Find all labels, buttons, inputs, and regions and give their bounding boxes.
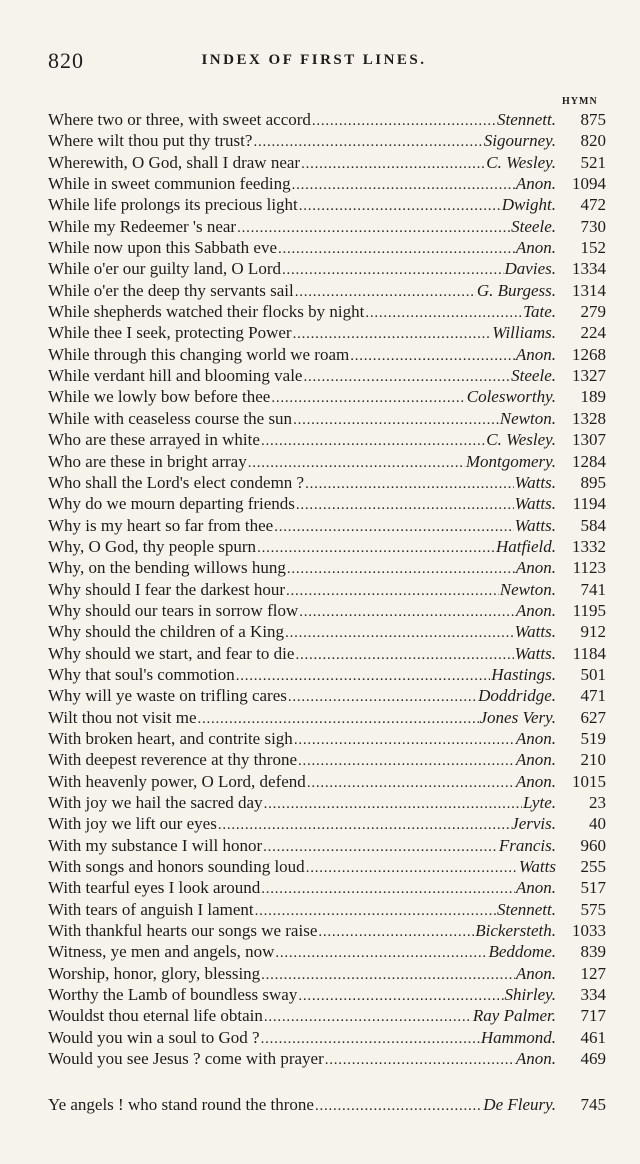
index-entry bbox=[48, 963, 606, 984]
hymn-number: 1327 bbox=[572, 366, 606, 386]
index-entry bbox=[48, 707, 606, 728]
index-entry bbox=[48, 899, 606, 920]
hymn-number: 255 bbox=[580, 857, 606, 877]
dot-leader bbox=[350, 346, 515, 367]
dot-leader bbox=[274, 517, 513, 538]
index-entry bbox=[48, 579, 606, 600]
first-line: Ye angels ! who stand round the throne bbox=[48, 1095, 314, 1114]
index-entry bbox=[48, 1005, 606, 1026]
hymn-number: 279 bbox=[580, 302, 606, 322]
dot-leader bbox=[264, 1007, 472, 1028]
author: C. Wesley. bbox=[486, 430, 556, 450]
dot-leader bbox=[271, 388, 465, 409]
hymn-number: 1094 bbox=[572, 174, 606, 194]
first-line: Wilt thou not visit me bbox=[48, 707, 197, 727]
first-line: Who shall the Lord's elect condemn ? bbox=[48, 472, 305, 492]
dot-leader bbox=[292, 175, 515, 196]
author: Francis. bbox=[498, 835, 556, 855]
index-entry bbox=[48, 130, 606, 151]
index-entry bbox=[48, 749, 606, 770]
hymn-number: 1194 bbox=[572, 494, 606, 514]
dot-leader bbox=[198, 709, 479, 730]
first-line: Where wilt thou put thy trust? bbox=[48, 131, 253, 151]
index-entry bbox=[48, 408, 606, 429]
separate-index-entry bbox=[48, 1094, 606, 1115]
first-line: With joy we hail the sacred day bbox=[48, 793, 263, 812]
hymn-number: 152 bbox=[580, 238, 606, 258]
dot-leader bbox=[218, 815, 510, 836]
first-line: While in sweet communion feeding bbox=[48, 174, 291, 194]
index-entry bbox=[48, 792, 606, 813]
first-line: While verdant hill and blooming vale bbox=[48, 366, 303, 386]
author: Davies. bbox=[504, 259, 556, 279]
dot-leader bbox=[286, 581, 499, 602]
hymn-number: 1033 bbox=[572, 921, 606, 941]
hymn-number: 1123 bbox=[572, 558, 606, 578]
author: Williams. bbox=[492, 323, 556, 343]
hymn-number: 730 bbox=[580, 216, 606, 236]
author: Tate. bbox=[523, 302, 556, 322]
hymn-number: 23 bbox=[589, 793, 606, 812]
index-entry bbox=[48, 322, 606, 343]
hymn-number: 839 bbox=[580, 942, 606, 962]
dot-leader bbox=[293, 410, 499, 431]
author: Stennett. bbox=[496, 110, 556, 129]
index-entry bbox=[48, 472, 606, 493]
author: Steele. bbox=[511, 366, 556, 386]
hymn-number: 519 bbox=[580, 728, 606, 748]
author: Bickersteth. bbox=[475, 921, 556, 941]
index-entry bbox=[48, 621, 606, 642]
index-entry bbox=[48, 216, 606, 237]
hymn-number: 517 bbox=[580, 878, 606, 898]
first-line: Why, O God, thy people spurn bbox=[48, 536, 257, 556]
first-line: Witness, ye men and angels, now bbox=[48, 942, 275, 962]
first-line: While o'er the deep thy servants sail bbox=[48, 280, 294, 300]
index-entry bbox=[48, 557, 606, 578]
first-line: While with ceaseless course the sun bbox=[48, 408, 293, 428]
dot-leader bbox=[264, 794, 522, 815]
hymn-number: 1314 bbox=[572, 280, 606, 300]
hymn-number: 575 bbox=[580, 899, 606, 919]
author: Hastings. bbox=[491, 664, 556, 684]
author: Watts. bbox=[514, 515, 556, 535]
index-entry bbox=[48, 813, 606, 834]
first-line: Would you win a soul to God ? bbox=[48, 1027, 260, 1047]
author: Montgomery. bbox=[465, 451, 556, 471]
hymn-number: 960 bbox=[580, 835, 606, 855]
hymn-number: 1334 bbox=[572, 259, 606, 279]
author: Newton. bbox=[499, 408, 556, 428]
hymn-number: 1307 bbox=[572, 430, 606, 450]
author: Hammond. bbox=[480, 1027, 556, 1047]
author: Watts. bbox=[514, 643, 556, 663]
index-entry bbox=[48, 280, 606, 301]
author: G. Burgess. bbox=[476, 280, 556, 300]
author: Shirley. bbox=[504, 985, 556, 1005]
dot-leader bbox=[288, 687, 477, 708]
author: Anon. bbox=[515, 771, 556, 791]
page-header bbox=[48, 48, 580, 74]
first-line: With thankful hearts our songs we raise bbox=[48, 921, 318, 941]
author: Anon. bbox=[515, 174, 556, 194]
first-line: While o'er our guilty land, O Lord bbox=[48, 259, 281, 279]
hymn-number: 745 bbox=[580, 1095, 606, 1114]
index-entry bbox=[48, 685, 606, 706]
author: Watts. bbox=[514, 494, 556, 514]
dot-leader bbox=[237, 218, 510, 239]
first-line: Why is my heart so far from thee bbox=[48, 515, 274, 535]
hymn-number: 1015 bbox=[572, 771, 606, 791]
author: Watts bbox=[518, 857, 556, 877]
first-line: Why should we start, and fear to die bbox=[48, 643, 295, 663]
hymn-number: 627 bbox=[580, 707, 606, 727]
first-line: With joy we lift our eyes bbox=[48, 814, 217, 834]
hymn-number: 334 bbox=[580, 985, 606, 1005]
first-line: With tearful eyes I look around bbox=[48, 878, 261, 898]
author: Hatfield. bbox=[496, 536, 556, 556]
dot-leader bbox=[261, 431, 485, 452]
hymn-number: 1195 bbox=[572, 600, 606, 620]
author: Watts. bbox=[514, 472, 556, 492]
page-number: 820 bbox=[48, 48, 84, 73]
hymn-number: 717 bbox=[580, 1006, 606, 1026]
dot-leader bbox=[312, 111, 496, 132]
hymn-number: 189 bbox=[580, 387, 606, 407]
author: Ray Palmer. bbox=[472, 1006, 556, 1026]
hymn-number: 40 bbox=[589, 814, 606, 834]
index-entry bbox=[48, 301, 606, 322]
index-entry bbox=[48, 1048, 606, 1069]
first-line: Worthy the Lamb of boundless sway bbox=[48, 985, 298, 1005]
first-line: With songs and honors sounding loud bbox=[48, 857, 305, 877]
index-entry bbox=[48, 877, 606, 898]
hymn-number: 469 bbox=[580, 1049, 606, 1069]
index-entry bbox=[48, 600, 606, 621]
first-line: While my Redeemer 's near bbox=[48, 216, 237, 236]
dot-leader bbox=[299, 602, 515, 623]
first-line: While through this changing world we roam bbox=[48, 344, 350, 364]
first-line: Why will ye waste on trifling cares bbox=[48, 686, 287, 706]
first-line: Why should the children of a King bbox=[48, 622, 285, 642]
index-entry bbox=[48, 493, 606, 514]
first-lines-index bbox=[48, 109, 606, 1069]
index-entry bbox=[48, 856, 606, 877]
dot-leader bbox=[298, 751, 515, 772]
index-entry bbox=[48, 920, 606, 941]
hymn-column-label: HYMN bbox=[562, 96, 598, 107]
hymn-number: 820 bbox=[580, 131, 606, 151]
author: Lyte. bbox=[522, 793, 556, 812]
index-entry bbox=[48, 237, 606, 258]
hymn-number: 1268 bbox=[572, 344, 606, 364]
dot-leader bbox=[275, 943, 487, 964]
dot-leader bbox=[287, 559, 515, 580]
dot-leader bbox=[307, 773, 515, 794]
author: Anon. bbox=[515, 558, 556, 578]
hymn-number: 472 bbox=[580, 195, 606, 215]
hymn-number: 521 bbox=[580, 152, 606, 172]
dot-leader bbox=[315, 1096, 482, 1117]
first-line: While thee I seek, protecting Power bbox=[48, 323, 292, 343]
author: Colesworthy. bbox=[466, 387, 556, 407]
first-line: With tears of anguish I lament bbox=[48, 899, 254, 919]
index-entry bbox=[48, 941, 606, 962]
hymn-number: 1284 bbox=[572, 451, 606, 471]
first-line: Worship, honor, glory, blessing bbox=[48, 963, 261, 983]
first-line: Why should I fear the darkest hour bbox=[48, 579, 285, 599]
dot-leader bbox=[261, 879, 515, 900]
dot-leader bbox=[299, 196, 501, 217]
dot-leader bbox=[278, 239, 515, 260]
dot-leader bbox=[261, 965, 515, 986]
index-entry bbox=[48, 835, 606, 856]
hymn-number: 210 bbox=[580, 750, 606, 770]
first-line: Why should our tears in sorrow flow bbox=[48, 600, 299, 620]
index-entry bbox=[48, 109, 606, 130]
hymn-number: 912 bbox=[580, 622, 606, 642]
first-line: Wouldst thou eternal life obtain bbox=[48, 1006, 263, 1026]
dot-leader bbox=[285, 623, 514, 644]
author: Anon. bbox=[515, 344, 556, 364]
index-entry bbox=[48, 1094, 606, 1115]
dot-leader bbox=[305, 474, 513, 495]
dot-leader bbox=[295, 282, 476, 303]
first-line: While now upon this Sabbath eve bbox=[48, 238, 277, 258]
hymn-number: 471 bbox=[580, 686, 606, 706]
dot-leader bbox=[303, 367, 510, 388]
dot-leader bbox=[257, 538, 495, 559]
first-line: With heavenly power, O Lord, defend bbox=[48, 771, 306, 791]
author: Sigourney. bbox=[483, 131, 556, 151]
author: Dwight. bbox=[501, 195, 556, 215]
index-entry bbox=[48, 152, 606, 173]
hymn-number: 224 bbox=[580, 323, 606, 343]
author: Anon. bbox=[515, 600, 556, 620]
running-title: INDEX OF FIRST LINES. bbox=[201, 52, 427, 68]
hymn-number: 1328 bbox=[572, 408, 606, 428]
first-line: With broken heart, and contrite sigh bbox=[48, 728, 293, 748]
first-line: While life prolongs its precious light bbox=[48, 195, 298, 215]
hymn-number: 1184 bbox=[572, 643, 606, 663]
first-line: While shepherds watched their flocks by night bbox=[48, 302, 365, 322]
first-line: While we lowly bow before thee bbox=[48, 387, 271, 407]
dot-leader bbox=[248, 453, 465, 474]
dot-leader bbox=[293, 324, 492, 345]
index-entry bbox=[48, 365, 606, 386]
author: De Fleury. bbox=[483, 1095, 556, 1114]
index-entry bbox=[48, 344, 606, 365]
dot-leader bbox=[295, 645, 513, 666]
author: Jones Very. bbox=[479, 707, 556, 727]
hymn-number: 741 bbox=[580, 579, 606, 599]
index-entry bbox=[48, 258, 606, 279]
index-entry bbox=[48, 451, 606, 472]
dot-leader bbox=[263, 837, 498, 858]
first-line: Why, on the bending willows hung bbox=[48, 558, 286, 578]
index-entry bbox=[48, 536, 606, 557]
dot-leader bbox=[325, 1050, 515, 1071]
dot-leader bbox=[236, 666, 491, 687]
author: Anon. bbox=[515, 1049, 556, 1069]
author: Beddome. bbox=[488, 942, 556, 962]
first-line: Who are these in bright array bbox=[48, 451, 247, 471]
first-line: Why do we mourn departing friends bbox=[48, 494, 295, 514]
hymn-number: 895 bbox=[580, 472, 606, 492]
author: Newton. bbox=[499, 579, 556, 599]
index-entry bbox=[48, 664, 606, 685]
author: Stennett. bbox=[496, 899, 556, 919]
dot-leader bbox=[306, 858, 518, 879]
hymn-number: 1332 bbox=[572, 536, 606, 556]
index-entry bbox=[48, 194, 606, 215]
author: Anon. bbox=[515, 878, 556, 898]
first-line: Wherewith, O God, shall I draw near bbox=[48, 152, 301, 172]
author: C. Wesley. bbox=[486, 152, 556, 172]
index-entry bbox=[48, 515, 606, 536]
author: Anon. bbox=[515, 728, 556, 748]
index-entry bbox=[48, 1027, 606, 1048]
first-line: Would you see Jesus ? come with prayer bbox=[48, 1049, 324, 1069]
hymn-number: 875 bbox=[580, 110, 606, 129]
author: Doddridge. bbox=[478, 686, 556, 706]
author: Anon. bbox=[515, 238, 556, 258]
hymn-number: 501 bbox=[580, 664, 606, 684]
author: Jervis. bbox=[511, 814, 556, 834]
index-entry bbox=[48, 173, 606, 194]
dot-leader bbox=[301, 154, 485, 175]
hymn-number: 127 bbox=[580, 963, 606, 983]
dot-leader bbox=[296, 495, 514, 516]
dot-leader bbox=[298, 986, 503, 1007]
first-line: Why that soul's commotion bbox=[48, 664, 235, 684]
index-entry bbox=[48, 429, 606, 450]
dot-leader bbox=[261, 1029, 480, 1050]
hymn-number: 584 bbox=[580, 515, 606, 535]
index-entry bbox=[48, 984, 606, 1005]
index-entry bbox=[48, 643, 606, 664]
dot-leader bbox=[294, 730, 515, 751]
author: Watts. bbox=[514, 622, 556, 642]
dot-leader bbox=[365, 303, 522, 324]
hymn-number: 461 bbox=[580, 1027, 606, 1047]
first-line: Who are these arrayed in white bbox=[48, 430, 260, 450]
index-entry bbox=[48, 386, 606, 407]
index-entry bbox=[48, 728, 606, 749]
author: Anon. bbox=[515, 963, 556, 983]
first-line: With my substance I will honor bbox=[48, 835, 263, 855]
author: Anon. bbox=[515, 750, 556, 770]
dot-leader bbox=[282, 260, 504, 281]
dot-leader bbox=[318, 922, 474, 943]
first-line: With deepest reverence at thy throne bbox=[48, 750, 298, 770]
index-entry bbox=[48, 771, 606, 792]
author: Steele. bbox=[511, 216, 556, 236]
first-line: Where two or three, with sweet accord bbox=[48, 110, 311, 129]
dot-leader bbox=[253, 132, 482, 153]
dot-leader bbox=[255, 901, 496, 922]
